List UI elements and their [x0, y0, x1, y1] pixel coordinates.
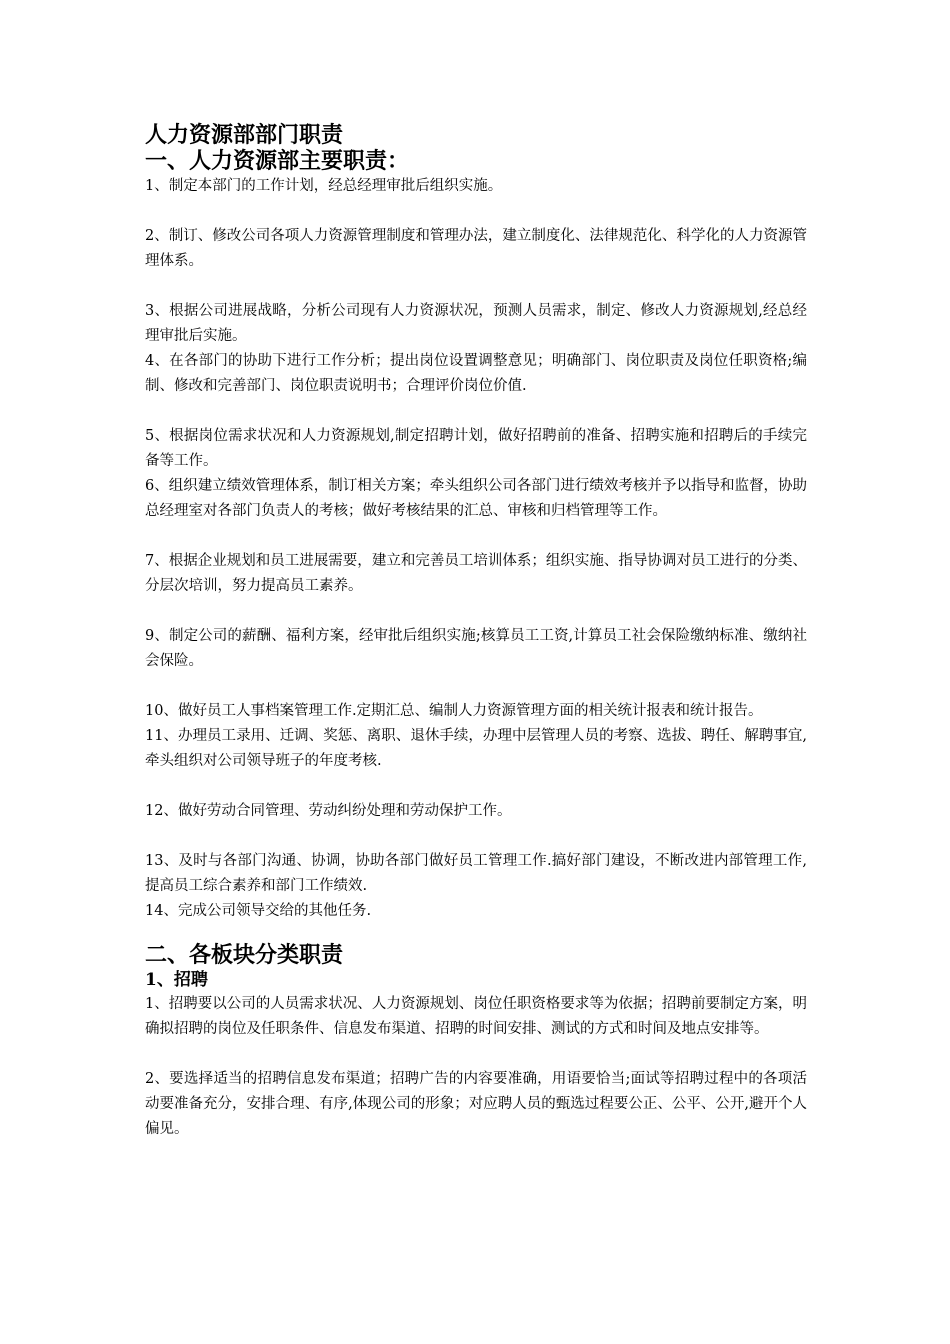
- list-item: 11、办理员工录用、迁调、奖惩、离职、退休手续，办理中层管理人员的考察、选拔、聘任、解聘事宜,牵头组织对公司领导班子的年度考核.: [145, 728, 807, 769]
- list-item: 10、做好员工人事档案管理工作.定期汇总、编制人力资源管理方面的相关统计报表和统计报告。: [145, 703, 763, 719]
- section-1-heading: 一、人力资源部主要职责：: [145, 148, 410, 174]
- list-item: 4、在各部门的协助下进行工作分析；提出岗位设置调整意见；明确部门、岗位职责及岗位任职资格;编制、修改和完善部门、岗位职责说明书；合理评价岗位价值.: [145, 353, 807, 394]
- list-item: 5、根据岗位需求状况和人力资源规划,制定招聘计划，做好招聘前的准备、招聘实施和招聘后的手续完备等工作。: [145, 428, 807, 469]
- section-1-list: [145, 174, 807, 924]
- list-item: 1、招聘要以公司的人员需求状况、人力资源规划、岗位任职资格要求等为依据；招聘前要制定方案，明确拟招聘的岗位及任职条件、信息发布渠道、招聘的时间安排、测试的方式和时间及地点安排等。: [145, 996, 807, 1037]
- section-2-subheading: 1、招聘: [145, 970, 208, 990]
- section-2-heading: 二、各板块分类职责: [145, 942, 344, 968]
- list-item: 2、要选择适当的招聘信息发布渠道；招聘广告的内容要准确，用语要恰当;面试等招聘过程中的各项活动要准备充分，安排合理、有序,体现公司的形象；对应聘人员的甄选过程要公正、公平、公开,避开个人偏见。: [145, 1071, 807, 1137]
- list-item: 14、完成公司领导交给的其他任务.: [145, 903, 372, 919]
- list-item: 13、及时与各部门沟通、协调，协助各部门做好员工管理工作.搞好部门建设，不断改进内部管理工作,提高员工综合素养和部门工作绩效.: [145, 853, 807, 894]
- list-item: 6、组织建立绩效管理体系，制订相关方案；牵头组织公司各部门进行绩效考核并予以指导和监督，协助总经理室对各部门负责人的考核；做好考核结果的汇总、审核和归档管理等工作。: [145, 478, 807, 519]
- list-item: 2、制订、修改公司各项人力资源管理制度和管理办法，建立制度化、法律规范化、科学化的人力资源管理体系。: [145, 228, 807, 269]
- list-item: 7、根据企业规划和员工进展需要，建立和完善员工培训体系；组织实施、指导协调对员工进行的分类、分层次培训，努力提高员工素养。: [145, 553, 807, 594]
- section-2-list: [145, 992, 807, 1142]
- list-item: 12、做好劳动合同管理、劳动纠纷处理和劳动保护工作。: [145, 803, 512, 819]
- list-item: 1、制定本部门的工作计划，经总经理审批后组织实施。: [145, 178, 503, 194]
- list-item: 3、根据公司进展战略，分析公司现有人力资源状况，预测人员需求，制定、修改人力资源规划,经总经理审批后实施。: [145, 303, 807, 344]
- list-item: 9、制定公司的薪酬、福利方案，经审批后组织实施;核算员工工资,计算员工社会保险缴纳标准、缴纳社会保险。: [145, 628, 807, 669]
- document-page: [145, 122, 807, 1142]
- document-title: 人力资源部部门职责: [145, 122, 344, 148]
